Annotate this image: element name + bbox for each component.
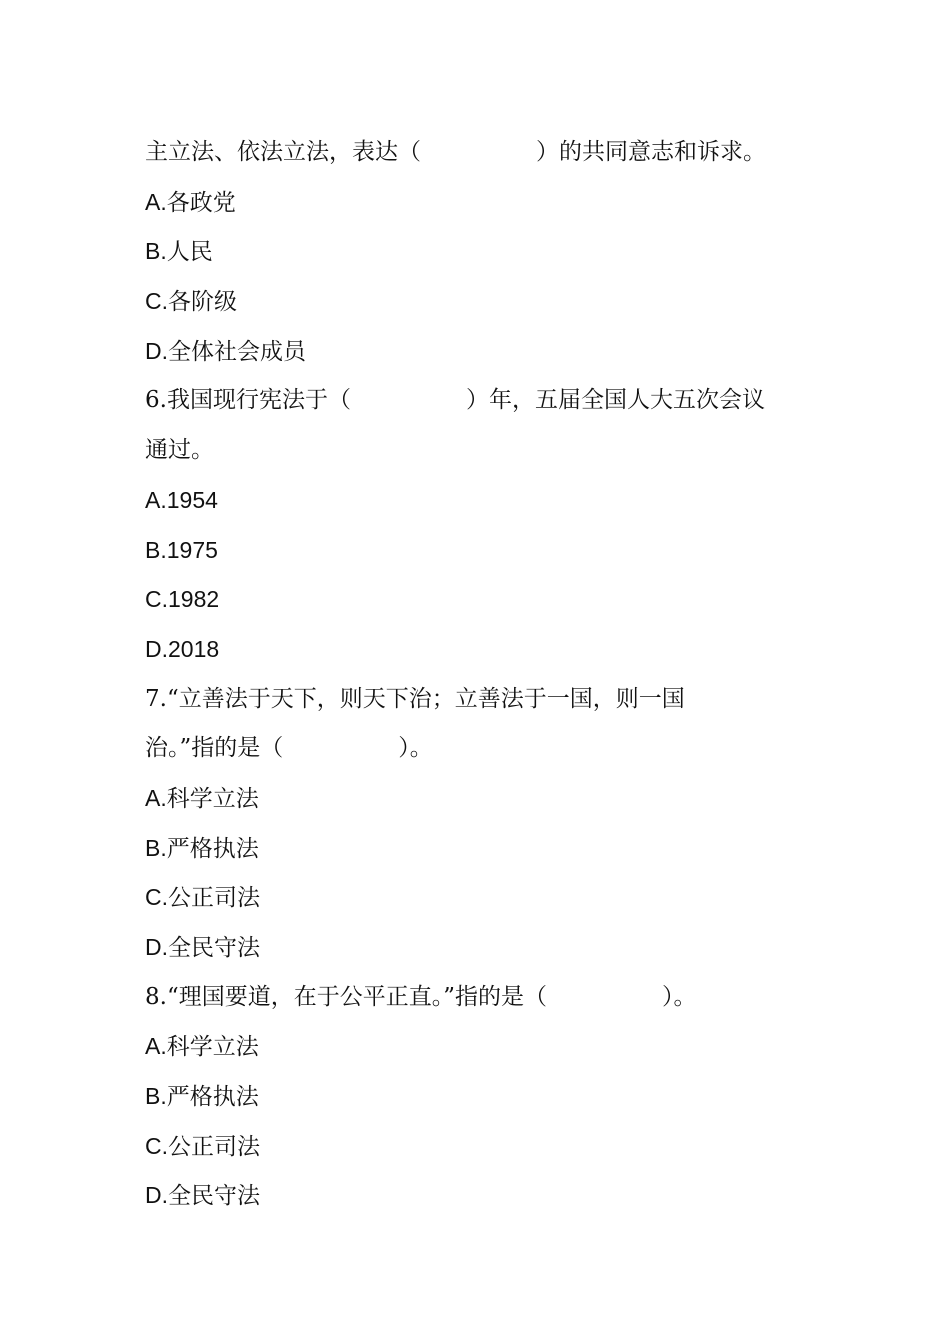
q8-option-b: B.严格执法	[145, 1083, 259, 1110]
q8-option-a: A.科学立法	[145, 1033, 259, 1060]
question-content	[145, 128, 810, 1221]
q8-stem: 8.“理国要道，在于公平正直。”指的是（ ）。	[145, 983, 697, 1010]
q5-option-a: A.各政党	[145, 188, 236, 215]
q7-stem: 7.“立善法于天下，则天下治；立善法于一国，则一国	[145, 685, 685, 712]
q6-stem: 6.我国现行宪法于（ ）年，五届全国人大五次会议	[145, 387, 765, 414]
q6-option-d: D.2018	[145, 635, 220, 662]
q7-option-c: C.公正司法	[145, 884, 260, 911]
q5-option-b: B.人民	[145, 238, 213, 265]
q8-option-c: C.公正司法	[145, 1132, 260, 1159]
q5-option-c: C.各阶级	[145, 288, 237, 315]
q5-option-d: D.全体社会成员	[145, 337, 306, 364]
q6-option-c: C.1982	[145, 586, 220, 613]
q6-stem-continuation: 通过。	[145, 437, 214, 464]
q6-option-a: A.1954	[145, 486, 218, 513]
q7-stem-continuation: 治。”指的是（ ）。	[145, 735, 433, 762]
q7-option-a: A.科学立法	[145, 784, 259, 811]
q7-option-b: B.严格执法	[145, 834, 259, 861]
q8-option-d: D.全民守法	[145, 1182, 260, 1209]
q6-option-b: B.1975	[145, 536, 218, 563]
q7-option-d: D.全民守法	[145, 934, 260, 960]
q5-stem-continuation: 主立法、依法立法，表达（ ）的共同意志和诉求。	[145, 139, 766, 165]
